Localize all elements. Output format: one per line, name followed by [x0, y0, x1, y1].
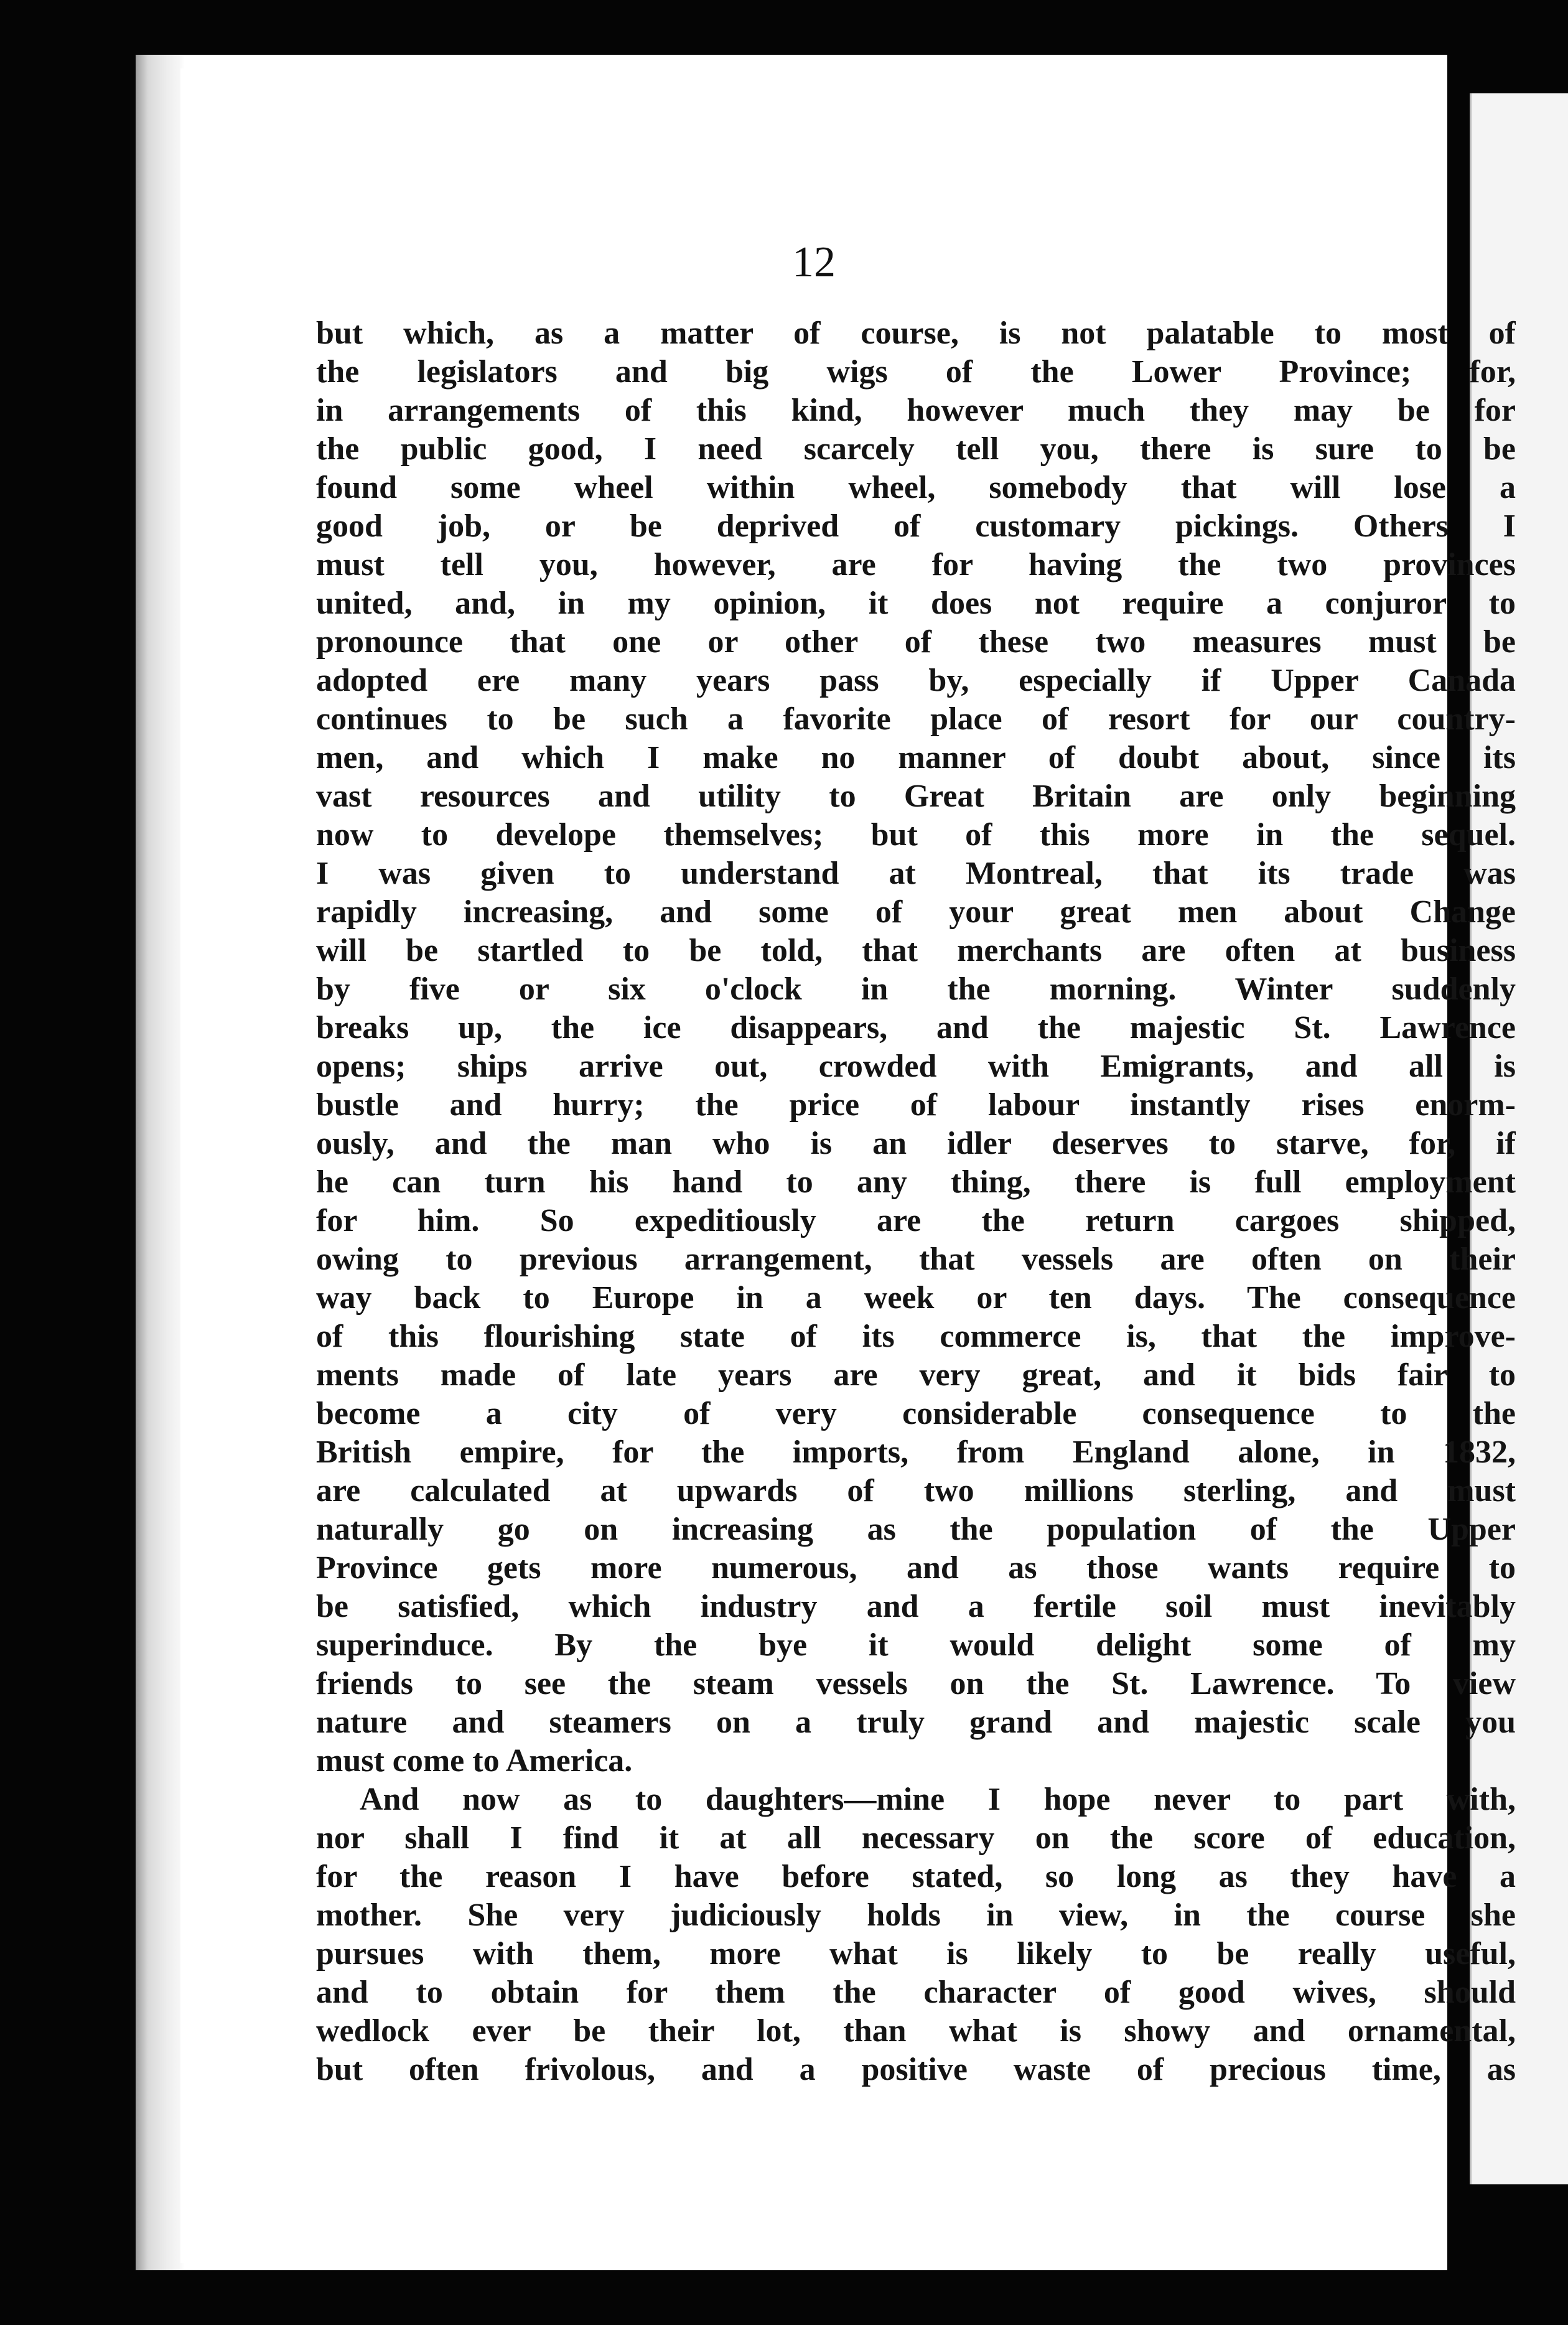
text-line: Province gets more numerous, and as those wants require to [316, 1550, 1516, 1586]
text-line: British empire, for the imports, from England alone, in 1832, [316, 1434, 1516, 1470]
text-line: vast resources and utility to Great Britain are only beginning [316, 779, 1516, 814]
text-line: in arrangements of this kind, however much they may be for [316, 393, 1516, 428]
text-line: be satisfied, which industry and a fertile soil must inevitably [316, 1589, 1516, 1624]
page-number: 12 [792, 238, 836, 286]
text-line: the public good, I need scarcely tell you, there is sure to be [316, 431, 1516, 467]
text-line: nor shall I find it at all necessary on the score of education, [316, 1820, 1516, 1856]
text-line: of this flourishing state of its commerce is, that the improve- [316, 1319, 1516, 1354]
text-line: I was given to understand at Montreal, that its trade was [316, 856, 1516, 891]
text-line: found some wheel within wheel, somebody that will lose a [316, 470, 1516, 505]
text-line: ments made of late years are very great, and it bids fair to [316, 1357, 1516, 1393]
text-line: must tell you, however, are for having the two provinces [316, 547, 1516, 582]
text-line: but often frivolous, and a positive waste of precious time, as [316, 2052, 1516, 2087]
text-line: good job, or be deprived of customary pickings. Others I [316, 508, 1516, 544]
text-line: nature and steamers on a truly grand and majestic scale you [316, 1705, 1516, 1740]
text-line: men, and which I make no manner of doubt about, since its [316, 740, 1516, 775]
text-line: mother. She very judiciously holds in view, in the course she [316, 1897, 1516, 1933]
text-line: are calculated at upwards of two millions sterling, and must [316, 1473, 1516, 1509]
text-line: united, and, in my opinion, it does not require a conjuror to [316, 586, 1516, 621]
text-line: pursues with them, more what is likely to be really useful, [316, 1936, 1516, 1972]
text-line: he can turn his hand to any thing, there is full employment [316, 1164, 1516, 1200]
text-line: become a city of very considerable consequence to the [316, 1396, 1516, 1431]
text-line: naturally go on increasing as the population of the Upper [316, 1512, 1516, 1547]
text-line: the legislators and big wigs of the Lower Province; for, [316, 354, 1516, 390]
text-line: superinduce. By the bye it would delight some of my [316, 1627, 1516, 1663]
text-line: and to obtain for them the character of good wives, should [316, 1975, 1516, 2010]
text-line: continues to be such a favorite place of resort for our country- [316, 701, 1516, 737]
text-line: opens; ships arrive out, crowded with Emigrants, and all is [316, 1049, 1516, 1084]
text-line: for the reason I have before stated, so long as they have a [316, 1859, 1516, 1894]
text-line: way back to Europe in a week or ten days. The consequence [316, 1280, 1516, 1316]
text-line: pronounce that one or other of these two measures must be [316, 624, 1516, 660]
book-page [180, 68, 1516, 2263]
body-text [316, 314, 1516, 2089]
text-line: must come to America. [316, 1743, 633, 1779]
text-line: now to develope themselves; but of this more in the sequel. [316, 817, 1516, 853]
text-line: will be startled to be told, that merchants are often at business [316, 933, 1516, 968]
text-line: wedlock ever be their lot, than what is showy and ornamental, [316, 2013, 1516, 2049]
text-line: but which, as a matter of course, is not palatable to most of [316, 316, 1516, 351]
text-line: by five or six o'clock in the morning. Winter suddenly [316, 971, 1516, 1007]
text-line: for him. So expeditiously are the return cargoes shipped, [316, 1203, 1516, 1238]
text-line: friends to see the steam vessels on the St. Lawrence. To view [316, 1666, 1516, 1701]
text-line: adopted ere many years pass by, especially if Upper Canada [316, 663, 1516, 698]
text-line: bustle and hurry; the price of labour instantly rises enorm- [316, 1087, 1516, 1123]
text-line: owing to previous arrangement, that vessels are often on their [316, 1242, 1516, 1277]
text-line: ously, and the man who is an idler deserves to starve, for, if [316, 1126, 1516, 1161]
text-line: And now as to daughters—mine I hope never to part with, [360, 1782, 1516, 1817]
text-line: rapidly increasing, and some of your great men about Change [316, 894, 1516, 930]
text-line: breaks up, the ice disappears, and the majestic St. Lawrence [316, 1010, 1516, 1046]
